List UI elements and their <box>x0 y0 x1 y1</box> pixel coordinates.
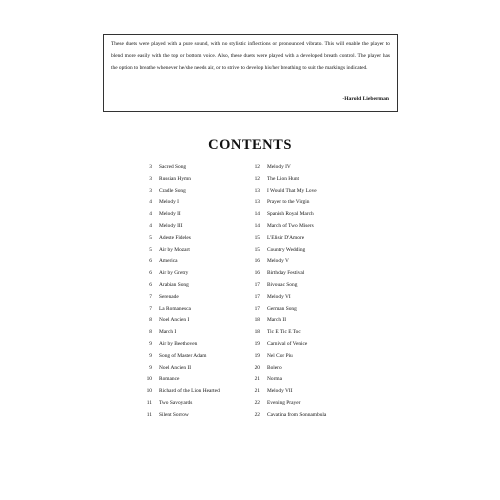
toc-title: Prayer to the Virgin <box>267 199 310 206</box>
toc-title: La Romanesca <box>159 305 191 312</box>
toc-title: Melody VI <box>267 293 291 300</box>
toc-title: Country Wedding <box>267 246 306 253</box>
toc-title: Melody V <box>267 258 289 265</box>
toc-title: I Would That My Love <box>267 187 317 194</box>
toc-page-number: 10 <box>146 388 152 395</box>
toc-page-number: 14 <box>254 211 260 218</box>
toc-page-number: 3 <box>149 175 152 182</box>
toc-page-number: 13 <box>254 187 260 194</box>
toc-page-number: 8 <box>149 329 152 336</box>
toc-entry <box>246 174 406 186</box>
toc-entry <box>246 268 406 280</box>
toc-entry <box>246 386 406 398</box>
toc-entry <box>246 256 406 268</box>
toc-title: March I <box>159 329 177 336</box>
toc-page-number: 7 <box>149 305 152 312</box>
toc-entry <box>246 233 406 245</box>
toc-entry <box>246 221 406 233</box>
toc-page-number: 12 <box>254 175 260 182</box>
toc-entry <box>246 374 406 386</box>
toc-page-number: 3 <box>149 187 152 194</box>
toc-entry <box>246 197 406 209</box>
toc-title: Two Savoyards <box>159 399 193 406</box>
toc-page-number: 6 <box>149 258 152 265</box>
toc-page-number: 11 <box>146 411 152 418</box>
toc-entry <box>246 339 406 351</box>
toc-title: Air by Gretry <box>159 270 189 277</box>
toc-title: Bivouac Song <box>267 281 298 288</box>
toc-entry <box>246 280 406 292</box>
toc-title: Serenade <box>159 293 179 300</box>
toc-page-number: 16 <box>254 270 260 277</box>
toc-page-number: 5 <box>149 246 152 253</box>
toc-title: America <box>159 258 178 265</box>
toc-title: Melody III <box>159 222 183 229</box>
toc-entry <box>246 304 406 316</box>
toc-page-number: 20 <box>254 364 260 371</box>
toc-title: Cavatina from Sonnambula <box>267 411 327 418</box>
toc-title: Song of Master Adam <box>159 352 207 359</box>
toc-title: Melody I <box>159 199 179 206</box>
toc-entry <box>246 327 406 339</box>
toc-page-number: 8 <box>149 317 152 324</box>
toc-entry <box>246 410 406 422</box>
toc-page-number: 12 <box>254 164 260 170</box>
toc-page-number: 5 <box>149 234 152 241</box>
toc-title: Air by Mozart <box>159 246 190 253</box>
toc-page-number: 17 <box>254 305 260 312</box>
toc-title: Melody IV <box>267 164 291 170</box>
toc-title: Richard of the Lion Hearted <box>159 388 220 395</box>
toc-page-number: 4 <box>149 222 152 229</box>
toc-title: Air by Beethoven <box>159 340 198 347</box>
toc-entry <box>246 315 406 327</box>
toc-title: L'Elisir D'Amore <box>267 234 305 241</box>
toc-title: Silent Sorrow <box>159 411 189 418</box>
toc-entry <box>246 398 406 410</box>
toc-entry <box>246 292 406 304</box>
toc-title: Noel Ancien II <box>159 364 192 371</box>
toc-page-number: 4 <box>149 199 152 206</box>
toc-page-number: 13 <box>254 199 260 206</box>
toc-page-number: 19 <box>254 340 260 347</box>
toc-page-number: 7 <box>149 293 152 300</box>
toc-entry <box>246 363 406 375</box>
toc-title: Spanish Royal March <box>267 211 314 218</box>
toc-title: Evening Prayer <box>267 399 301 406</box>
toc-title: March II <box>267 317 287 324</box>
toc-page-number: 21 <box>254 388 260 395</box>
toc-entry <box>246 209 406 221</box>
toc-page-number: 17 <box>254 281 260 288</box>
toc-title: Melody II <box>159 211 181 218</box>
toc-title: March of Two Misers <box>267 222 314 229</box>
toc-page-number: 19 <box>254 352 260 359</box>
toc-title: Romance <box>159 376 180 383</box>
toc-page-number: 22 <box>254 399 260 406</box>
toc-title: Tic E Tic E Toc <box>267 329 301 336</box>
toc-page-number: 22 <box>254 411 260 418</box>
contents-heading: CONTENTS <box>208 137 292 153</box>
toc-page-number: 21 <box>254 376 260 383</box>
toc-title: German Song <box>267 305 297 312</box>
toc-entry <box>246 162 406 174</box>
toc-page-number: 14 <box>254 222 260 229</box>
introductory-note-text: These duets were played with a pure sound, with no stylistic inflections or pronounced vibrato. This will enable the player to blend more easily with the top or bottom voice. Also, these duets were played with a developed breath control. The player has the option to breathe whenever he/she needs air, or to strive to develop his/her breathing to suit the markings indicated. <box>111 41 390 71</box>
toc-page-number: 3 <box>149 164 152 170</box>
toc-title: Noel Ancien I <box>159 317 190 324</box>
toc-title: Russian Hymn <box>159 175 191 182</box>
toc-page-number: 9 <box>149 364 152 371</box>
toc-title: Cradle Song <box>159 187 186 194</box>
toc-entry <box>246 351 406 363</box>
introductory-note-box <box>103 34 398 112</box>
toc-entry <box>246 245 406 257</box>
toc-page-number: 9 <box>149 352 152 359</box>
toc-page-number: 6 <box>149 281 152 288</box>
toc-page-number: 17 <box>254 293 260 300</box>
toc-page-number: 15 <box>254 234 260 241</box>
toc-title: Arabian Song <box>159 281 189 288</box>
note-signature: -Harold Lieberman <box>342 96 389 102</box>
toc-title: The Lion Hunt <box>267 175 300 182</box>
toc-title: Melody VII <box>267 388 293 395</box>
toc-title: Nel Cor Piu <box>267 352 293 359</box>
toc-title: Sacred Song <box>159 164 187 170</box>
toc-title: Carnival of Venice <box>267 340 308 347</box>
toc-entry <box>246 186 406 198</box>
toc-title: Adeste Fideles <box>159 234 191 241</box>
toc-page-number: 11 <box>146 399 152 406</box>
toc-page-number: 6 <box>149 270 152 277</box>
toc-page-number: 10 <box>146 376 152 383</box>
toc-page-number: 18 <box>254 317 260 324</box>
toc-title: Birthday Festival <box>267 270 305 277</box>
toc-title: Bolero <box>267 364 282 371</box>
toc-page-number: 16 <box>254 258 260 265</box>
toc-right-column <box>246 162 406 422</box>
toc-page-number: 9 <box>149 340 152 347</box>
toc-title: Norma <box>267 376 282 383</box>
toc-page-number: 4 <box>149 211 152 218</box>
toc-page-number: 18 <box>254 329 260 336</box>
toc-page-number: 15 <box>254 246 260 253</box>
